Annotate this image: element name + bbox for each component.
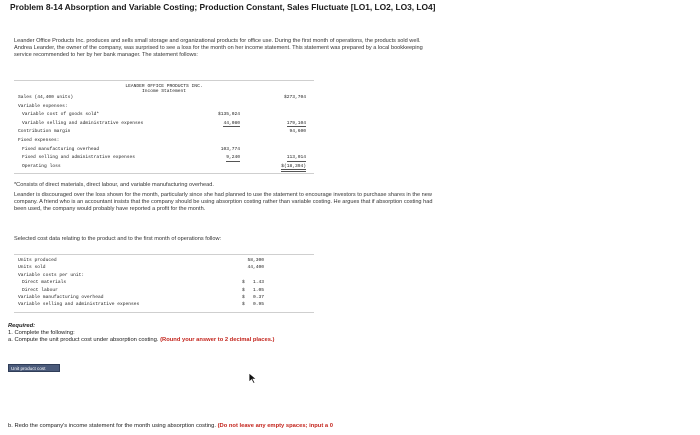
- statement-row-total: $273,704: [283, 95, 306, 100]
- statement-row-amount: 9,240: [226, 155, 240, 161]
- unit-product-cost-label: Unit product cost: [8, 364, 60, 372]
- statement-row-label: Operating loss: [22, 163, 61, 169]
- cost-data-label: Units produced: [18, 258, 57, 263]
- cost-data-value: $ 1.43: [241, 280, 264, 286]
- statement-row-label: Variable cost of goods sold*: [22, 112, 100, 118]
- statement-row-label: Fixed manufacturing overhead: [22, 146, 100, 152]
- discussion-paragraph: Leander is discouraged over the loss shown for the month, particularly since she had planned to use the statement to encourage investors to purchase shares in the new company. A friend who is an accountant insists that the company should be using absorption costing rather than variable costing. He argues that if absorption costing had been used, the company would probably have reported a profit for the month.: [14, 192, 433, 212]
- required-item-a-text: a. Compute the unit product cost under absorption costing.: [8, 337, 161, 343]
- cost-data-value: 58,300: [247, 258, 264, 263]
- statement-footnote: *Consists of direct materials, direct labour, and variable manufacturing overhead.: [14, 182, 214, 188]
- cost-data-label: Variable costs per unit:: [18, 272, 85, 278]
- statement-row-total: 94,600: [289, 129, 306, 135]
- cost-data-value: 44,400: [247, 265, 264, 271]
- cost-data-label: Units sold: [18, 265, 46, 271]
- income-statement: [14, 80, 314, 174]
- statement-row-amount: $135,024: [217, 112, 240, 118]
- statement-row-total: 179,104: [286, 120, 306, 126]
- cost-data-value: $ 0.37: [241, 295, 264, 300]
- cost-data-label: Direct labour: [22, 287, 58, 293]
- cost-data-intro: Selected cost data relating to the product and to the first month of operations follow:: [14, 236, 222, 242]
- statement-row-amount: 44,080: [223, 120, 240, 126]
- statement-row-label: Variable selling and administrative expenses: [22, 120, 144, 126]
- statement-subtitle: Income Statement: [141, 89, 187, 94]
- cost-data-label: Variable selling and administrative expenses: [18, 302, 140, 308]
- required-item-b-text: b. Redo the company's income statement for the month using absorption costing.: [8, 423, 218, 429]
- required-item-a: [8, 337, 568, 344]
- cost-data-label: Direct materials: [22, 280, 67, 286]
- required-item-a-note: (Round your answer to 2 decimal places.): [160, 337, 275, 343]
- statement-row-total: 113,014: [286, 155, 306, 161]
- statement-row-label: Fixed expenses:: [18, 138, 60, 143]
- statement-row-total: $(18,394): [281, 164, 306, 173]
- cost-data-table: [14, 254, 314, 313]
- required-item-1: 1. Complete the following:: [8, 330, 75, 336]
- statement-row-label: Variable expenses:: [18, 103, 68, 109]
- statement-row-label: Sales (44,400 units): [18, 95, 74, 100]
- cost-data-value: $ 0.95: [241, 302, 264, 308]
- cost-data-label: Variable manufacturing overhead: [18, 295, 104, 300]
- required-heading: Required:: [8, 323, 36, 329]
- cost-data-value: $ 1.05: [241, 287, 264, 293]
- statement-row-amount: 103,774: [220, 146, 240, 152]
- statement-row-label: Fixed selling and administrative expenses: [22, 155, 136, 161]
- required-item-b: [8, 423, 568, 430]
- mouse-cursor-icon: [248, 372, 258, 384]
- statement-row-label: Contribution margin: [18, 129, 71, 135]
- required-item-b-note: (Do not leave any empty spaces; input a 0: [217, 423, 333, 429]
- statement-company: LEANDER OFFICE PRODUCTS INC.: [125, 84, 203, 89]
- intro-paragraph: Leander Office Products Inc. produces and sells small storage and organizational products for office use. During the first month of operations, the products sold well. Andrea Leander, the owner of the company, was surprised to see a loss for the month on her income statement. This statement was prepared by a local bookkeeping service recommended to her by her bank manager. The statement follows:: [14, 38, 423, 58]
- problem-title: Problem 8-14 Absorption and Variable Costing; Production Constant, Sales Fluctuate [LO1, LO2, LO3, LO4]: [10, 2, 436, 12]
